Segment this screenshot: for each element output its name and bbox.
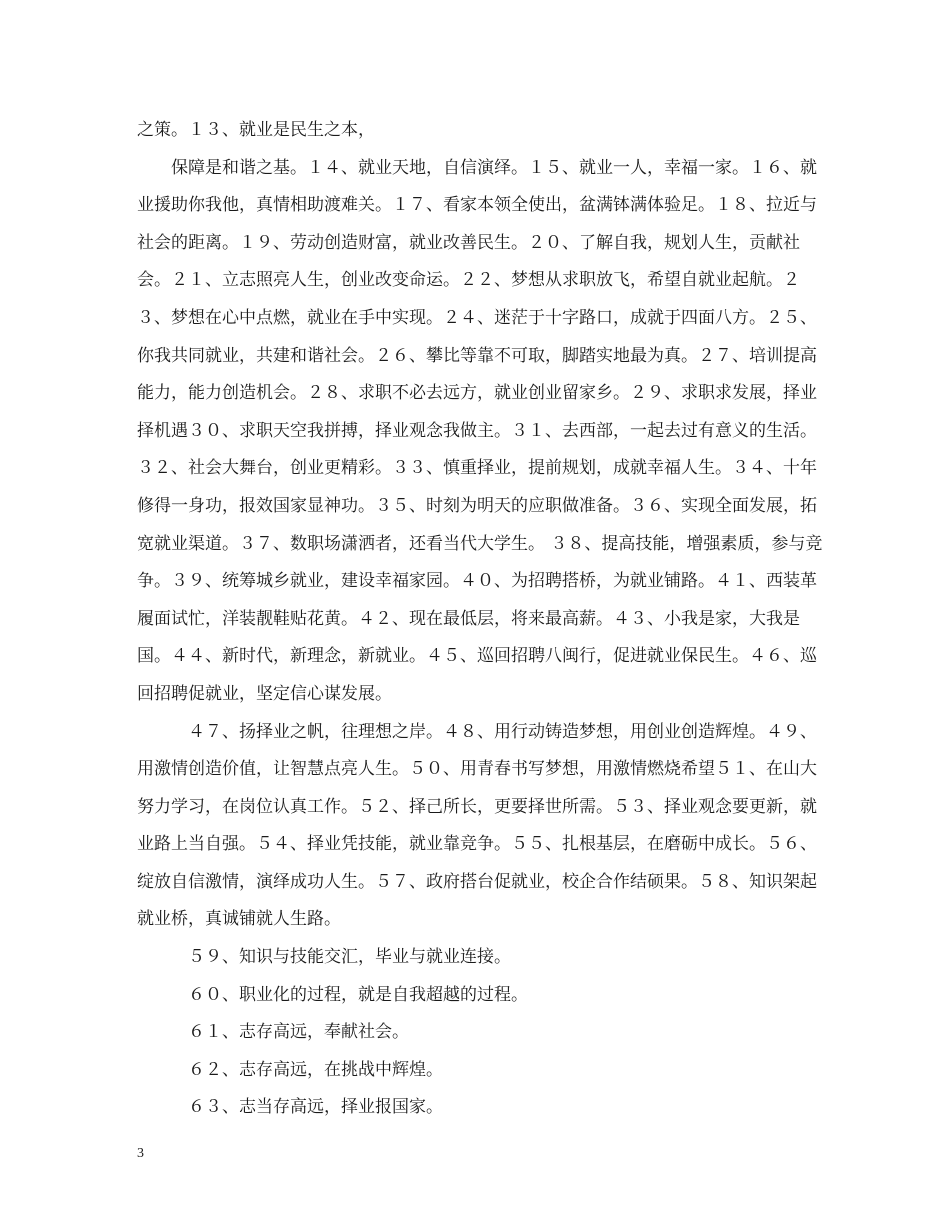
paragraph-7: ６２、志存高远，在挑战中辉煌。: [188, 1059, 443, 1080]
paragraph-5: ６０、职业化的过程，就是自我超越的过程。: [188, 984, 528, 1005]
paragraph-4: ５９、知识与技能交汇，毕业与就业连接。: [188, 947, 511, 968]
paragraph-3: ４７、扬择业之帆，往理想之岸。４８、用行动铸造梦想，用创业创造辉煌。４９、用激情创造价值，让智慧点亮人生。５０、用青春书写梦想，用激情燃烧希望５１、在山大努力学习，在岗位认真工作。５２、择己所长，更要择世所需。５３、择业观念要更新，就业路上当自强。５４、择业凭技能，就业靠竞争。５５、扎根基层，在磨砺中成长。５６、绽放自信激情，演绎成功人生。５７、政府搭台促就业，校企合作结硕果。５８、知识架起就业桥，真诚铺就人生路。: [137, 721, 817, 930]
paragraph-6: ６１、志存高远，奉献社会。: [188, 1022, 409, 1043]
paragraph-8: ６３、志当存高远，择业报国家。: [188, 1097, 443, 1118]
page-number: 3: [137, 1146, 144, 1161]
paragraph-1: 之策。１３、就业是民生之本，: [137, 120, 375, 140]
body-text: [137, 112, 827, 1127]
paragraph-2: 保障是和谐之基。１４、就业天地，自信演绎。１５、就业一人，幸福一家。１６、就业援助你我他，真情相助渡难关。１７、看家本领全使出，盆满钵满体验足。１８、拉近与社会的距离。１９、劳动创造财富，就业改善民生。２０、了解自我，规划人生，贡献社会。２１、立志照亮人生，创业改变命运。２２、梦想从求职放飞，希望自就业起航。２３、梦想在心中点燃，就业在手中实现。２４、迷茫于十字路口，成就于四面八方。２５、你我共同就业，共建和谐社会。２６、攀比等靠不可取，脚踏实地最为真。２７、培训提高能力，能力创造机会。２８、求职不必去远方，就业创业留家乡。２９、求职求发展，择业择机遇３０、求职天空我拼搏，择业观念我做主。３１、去西部，一起去过有意义的生活。３２、社会大舞台，创业更精彩。３３、慎重择业，提前规划，成就幸福人生。３４、十年修得一身功，报效国家显神功。３５、时刻为明天的应职做准备。３６、实现全面发展，拓宽就业渠道。３７、数职场潇洒者，还看当代大学生。 ３８、提高技能，增强素质，参与竞争。３９、统筹城乡就业，建设幸福家园。４０、为招聘搭桥，为就业铺路。４１、西装革履面试忙，洋装靓鞋贴花黄。４２、现在最低层，将来最高薪。４３、小我是家，大我是国。４４、新时代，新理念，新就业。４５、巡回招聘八闽行，促进就业保民生。４６、巡回招聘促就业，坚定信心谋发展。: [137, 157, 823, 704]
